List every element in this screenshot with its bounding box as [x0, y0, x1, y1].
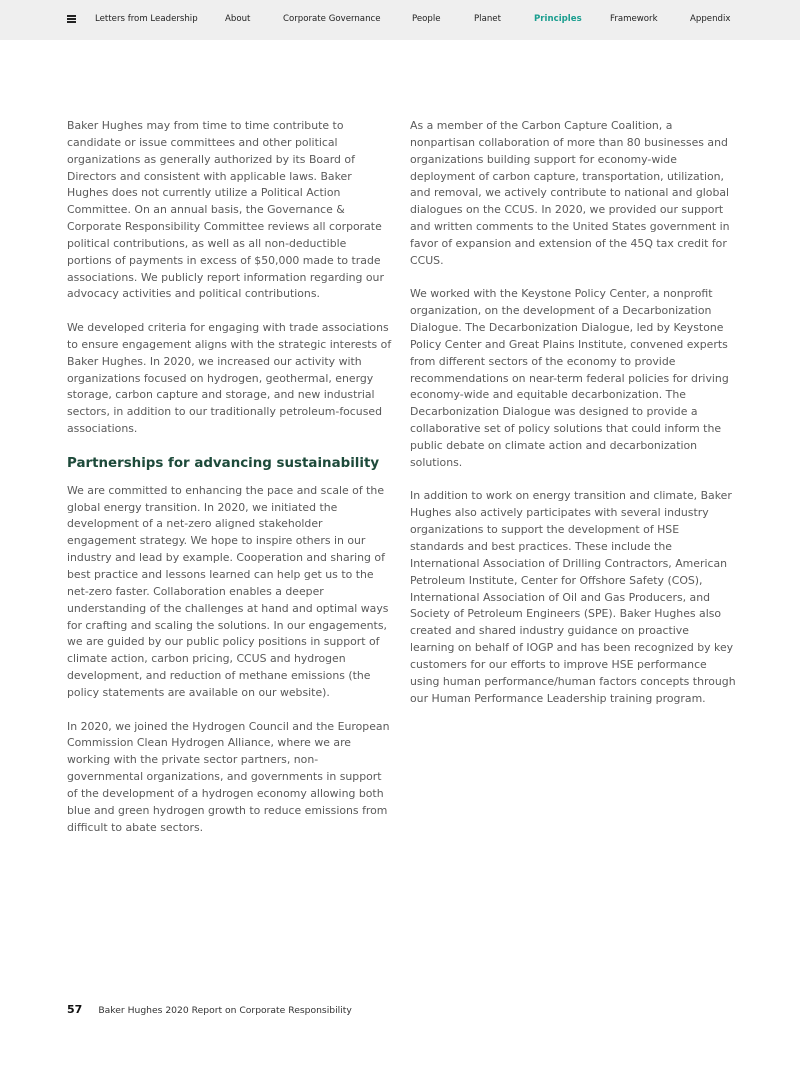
top-navigation — [0, 0, 800, 40]
hamburger-menu-icon[interactable] — [67, 15, 76, 23]
section-heading-partnerships: Partnerships for advancing sustainability — [67, 455, 380, 471]
nav-item-corporate-governance[interactable]: Corporate Governance — [283, 14, 381, 24]
paragraph-keystone-policy-center: We worked with the Keystone Policy Center, a nonprofit organization, on the development of a Decarbonization Dialogue. The Decarbonization Dialogue, led by Keystone Policy Center and Great Plains Institute, convened experts from different sectors of the economy to provide recommendations on near-term federal policies for driving economy-wide and equitable decarbonization. The Decarbonization Dialogue was designed to provide a collaborative set of policy solutions that could inform the public debate on climate action and decarbonization solutions. — [410, 287, 729, 469]
nav-item-people[interactable]: People — [412, 14, 441, 24]
paragraph-carbon-capture-coalition: As a member of the Carbon Capture Coalition, a nonpartisan collaboration of more than 80 businesses and organizations building support for economy-wide deployment of carbon capture, transportation, utilization, and removal, we actively contribute to national and global dialogues on the CCUS. In 2020, we provided our support and written comments to the United States government in favor of expansion and extension of the 45Q tax credit for CCUS. — [410, 119, 730, 267]
nav-item-planet[interactable]: Planet — [474, 14, 501, 24]
report-title: Baker Hughes 2020 Report on Corporate Responsibility — [98, 1005, 352, 1016]
paragraph-hydrogen-council: In 2020, we joined the Hydrogen Council and the European Commission Clean Hydrogen Alliance, where we are working with the private sector partners, non-governmental organizations, and governments in support of the development of a hydrogen economy allowing both blue and green hydrogen growth to reduce emissions from difficult to abate sectors. — [67, 719, 390, 834]
paragraph-energy-transition-commitment: We are committed to enhancing the pace and scale of the global energy transition. In 2020, we initiated the development of a net-zero aligned stakeholder engagement strategy. We hope to inspire others in our industry and lead by example. Cooperation and sharing of best practice and lessons learned can help get us to the net-zero faster. Collaboration enables a deeper understanding of the challenges at hand and optimal ways for crafting and scaling the solutions. In our engagements, we are guided by our public policy positions in support of climate action, carbon pricing, CCUS and hydrogen development, and reduction of methane emissions (the policy statements are available on our website). — [67, 483, 389, 699]
page-number: 57 — [67, 1003, 83, 1016]
nav-item-letters-from-leadership[interactable]: Letters from Leadership — [95, 14, 198, 24]
page-footer — [67, 1003, 352, 1016]
nav-item-about[interactable]: About — [225, 14, 251, 24]
paragraph-political-contributions: Baker Hughes may from time to time contribute to candidate or issue committees and other political organizations as generally authorized by its Board of Directors and consistent with applicable laws. Baker Hughes does not currently utilize a Political Action Committee. On an annual basis, the Governance & Corporate Responsibility Committee reviews all corporate political contributions, as well as all non-deductible portions of payments in excess of $50,000 made to trade associations. We publicly report information regarding our advocacy activities and political contributions. — [67, 119, 384, 301]
nav-item-framework[interactable]: Framework — [610, 14, 658, 24]
nav-item-principles[interactable]: Principles — [534, 14, 582, 24]
nav-item-appendix[interactable]: Appendix — [690, 14, 731, 24]
paragraph-hse-standards: In addition to work on energy transition and climate, Baker Hughes also actively participates with several industry organizations to support the development of HSE standards and best practices. These include the International Association of Drilling Contractors, American Petroleum Institute, Center for Offshore Safety (COS), International Association of Oil and Gas Producers, and Society of Petroleum Engineers (SPE). Baker Hughes also created and shared industry guidance on proactive learning on behalf of IOGP and has been recognized by key customers for our efforts to improve HSE performance using human performance/human factors concepts through our Human Performance Leadership training program. — [410, 489, 736, 705]
right-column — [410, 118, 736, 724]
left-column — [67, 118, 392, 853]
paragraph-trade-associations: We developed criteria for engaging with trade associations to ensure engagement aligns with the strategic interests of Baker Hughes. In 2020, we increased our activity with organizations focused on hydrogen, geothermal, energy storage, carbon capture and storage, and new industrial sectors, in addition to our traditionally petroleum-focused associations. — [67, 321, 392, 436]
